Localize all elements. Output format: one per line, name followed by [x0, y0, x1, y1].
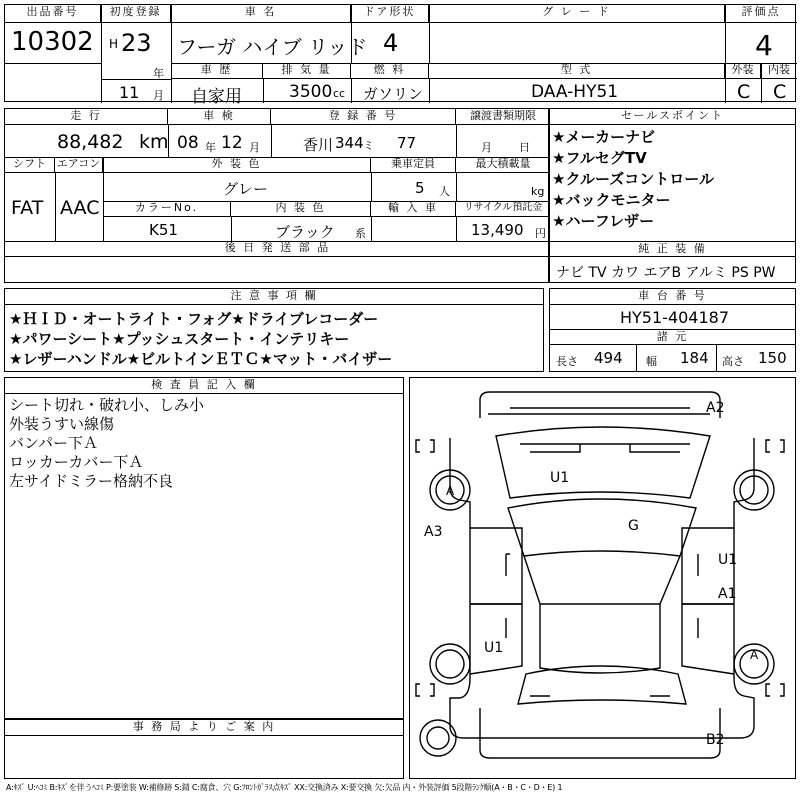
mark-a-rear-right: A: [750, 648, 759, 662]
sales-item: ★クルーズコントロール: [552, 170, 714, 188]
color-value: グレー: [223, 180, 269, 198]
insp-year: 08: [177, 133, 199, 153]
displacement-label: 排 気 量: [263, 63, 351, 79]
inspector-line: バンパー下Ａ: [9, 434, 98, 452]
reg-class: 344: [335, 134, 364, 152]
header-section: [4, 4, 796, 107]
year-unit: 年: [153, 67, 164, 80]
inspector-lines: [9, 396, 204, 491]
int-color-suffix: 系: [355, 227, 366, 240]
notes-lines: [9, 309, 392, 369]
mark-u1-top: U1: [550, 470, 570, 486]
office-label: 事 務 局 よ り ご 案 内: [5, 720, 403, 736]
sales-item: ★ハーフレザー: [552, 212, 655, 230]
displacement-value: 3500: [289, 82, 333, 102]
int-color-value: ブラック: [275, 223, 335, 241]
capacity-value: 5: [415, 179, 425, 197]
fuel-label: 燃 料: [351, 63, 429, 79]
width-value: 184: [680, 349, 709, 367]
length-value: 494: [594, 349, 623, 367]
transfer-day-unit: 日: [519, 141, 530, 154]
car-diagram: [409, 377, 796, 779]
door-label: ドア形状: [351, 5, 429, 23]
car-name: フーガ ハイブ リッド: [177, 35, 368, 59]
sales-label: セールスポイント: [550, 109, 795, 125]
equip-label: 純 正 装 備: [550, 241, 795, 257]
insp-month-unit: 月: [249, 141, 260, 154]
notes-section: [4, 288, 544, 372]
model-value: DAA-HY51: [531, 82, 619, 102]
equip-value: ナビ TV カワ エアB アルミ PS PW: [556, 265, 776, 281]
inspector-line: 外装うすい線傷: [9, 415, 115, 433]
mark-a2: A2: [706, 400, 725, 416]
month-unit: 月: [153, 89, 164, 102]
recycle-label: リサイクル預託金: [456, 201, 550, 217]
transfer-month-unit: 月: [481, 141, 492, 154]
capacity-label: 乗車定員: [371, 157, 456, 173]
inspector-line: 左サイドミラー格納不良: [9, 472, 173, 490]
reg-label: 登 録 番 号: [271, 109, 456, 125]
notes-line: ★パワーシート★プッシュスタート・インテリキー: [9, 330, 350, 348]
fuel-value: ガソリン: [363, 85, 424, 103]
recycle-unit: 円: [535, 227, 546, 240]
notes-line: ★ＨＩＤ・オートライト・フォグ★ドライブレコーダー: [9, 310, 379, 328]
reg-number: 77: [397, 134, 417, 152]
notes-label: 注 意 事 項 欄: [5, 289, 543, 305]
int-value: C: [773, 81, 787, 103]
height-label: 高さ: [722, 355, 744, 368]
shift-value: FAT: [11, 197, 44, 219]
mark-u1-right: U1: [718, 552, 738, 568]
width-label: 幅: [646, 355, 657, 368]
displacement-unit: cc: [333, 87, 346, 100]
mileage-value: 88,482: [57, 131, 124, 153]
ac-value: AAC: [60, 197, 100, 219]
color-label: 外 装 色: [103, 157, 371, 173]
int-color-label: 内 装 色: [231, 201, 371, 217]
inspector-line: ロッカーカバー下Ａ: [9, 453, 144, 471]
height-value: 150: [758, 349, 787, 367]
load-unit: kg: [531, 185, 545, 198]
inspector-label: 検 査 員 記 入 欄: [5, 378, 403, 394]
inspector-line: シート切れ・破れ小、しみ小: [9, 396, 205, 414]
reg-month: 11: [119, 83, 140, 102]
chassis-section: [549, 288, 796, 372]
sales-points: [549, 108, 796, 283]
mark-u1-left: U1: [484, 640, 504, 656]
mark-a-front-left: A: [446, 484, 455, 498]
length-label: 長さ: [556, 355, 578, 368]
era: H: [109, 37, 119, 51]
color-no-label: カラーNo.: [103, 201, 231, 217]
grade-label: グ レ ー ド: [429, 5, 725, 23]
mark-g: G: [628, 518, 639, 534]
sales-item: ★バックモニター: [552, 191, 671, 209]
inspection-label: 車 検: [168, 109, 271, 125]
shift-label: シフト: [5, 157, 55, 173]
model-label: 型 式: [429, 63, 725, 79]
car-outline-drawing: [410, 378, 795, 778]
lot-number: 10302: [11, 27, 94, 57]
reg-kana: ミ: [363, 139, 374, 152]
ext-label: 外装: [725, 63, 761, 79]
office-section: [4, 719, 404, 779]
insp-year-unit: 年: [205, 141, 216, 154]
sales-list: [552, 127, 714, 232]
history-label: 車 歴: [171, 63, 263, 79]
score-value: 4: [755, 29, 773, 62]
mark-a1: A1: [718, 586, 737, 602]
notes-line: ★レザーハンドル★ビルトインＥＴＣ★マット・バイザー: [9, 350, 393, 368]
transfer-label: 譲渡書類期限: [456, 109, 550, 125]
vehicle-details: [4, 108, 549, 283]
reg-year: 23: [121, 29, 152, 57]
capacity-unit: 人: [439, 185, 450, 198]
sales-item: ★フルセグTV: [552, 149, 647, 167]
chassis-number: HY51-404187: [620, 308, 730, 327]
inspector-section: [4, 377, 404, 719]
color-no-value: K51: [149, 221, 178, 239]
sales-item: ★メーカーナビ: [552, 128, 656, 146]
recycle-value: 13,490: [471, 221, 524, 239]
int-label: 内装: [761, 63, 797, 79]
ext-value: C: [737, 81, 751, 103]
import-label: 輸 入 車: [371, 201, 456, 217]
chassis-label: 車 台 番 号: [550, 289, 795, 305]
ac-label: エアコン: [55, 157, 103, 173]
mark-a3: A3: [424, 524, 443, 540]
first-reg-label: 初度登録: [101, 5, 171, 23]
mark-b2: B2: [706, 732, 725, 748]
later-parts-label: 後 日 発 送 部 品: [5, 241, 550, 257]
dims-label: 諸 元: [550, 329, 795, 345]
score-label: 評価点: [725, 5, 797, 23]
history-value: 自家用: [191, 87, 242, 107]
lot-label: 出品番号: [5, 5, 101, 23]
footer-legend: A:ｷｽﾞ U:ﾍｺﾐ B:ｷｽﾞを伴うﾍｺﾐ P:要塗装 W:補修跡 S:錆 C:腐食、穴 G:ﾌﾛﾝﾄｶﾞﾗｽ点ｷｽﾞ XX:交換済み X:要交換 欠:欠品 内・外装評価 5段階ﾗﾝｸ順(A・B・C・D・E) 1: [6, 783, 563, 792]
mileage-unit: km: [139, 131, 169, 153]
load-label: 最大積載量: [456, 157, 550, 173]
car-name-label: 車 名: [171, 5, 351, 23]
reg-region: 香川: [303, 136, 334, 154]
door-value: 4: [383, 29, 399, 57]
insp-month: 12: [221, 133, 243, 153]
mileage-label: 走 行: [5, 109, 168, 125]
